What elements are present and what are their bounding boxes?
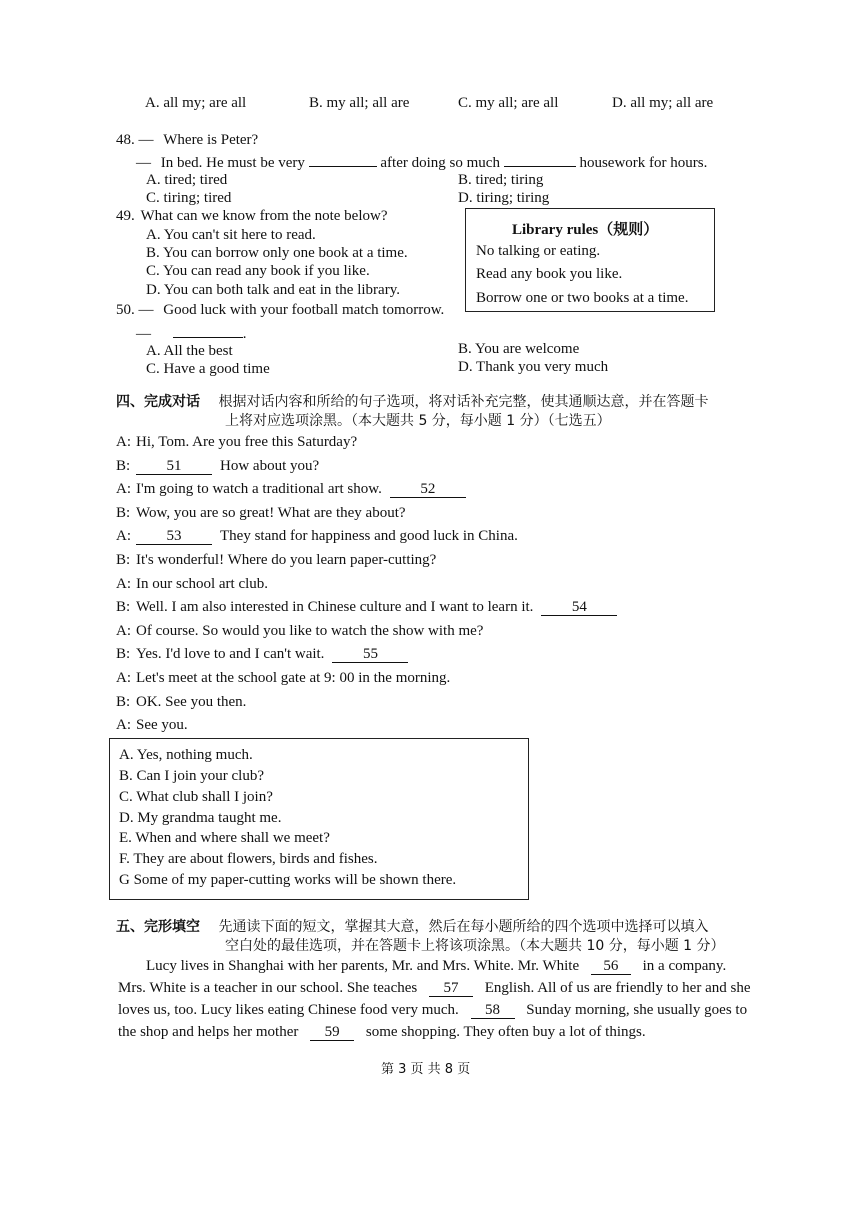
- q49-question: What can we know from the note below?: [140, 208, 388, 224]
- speaker-label: B:: [116, 599, 131, 615]
- blank-54: 54: [541, 599, 617, 616]
- dialogue-choices-box: [109, 738, 529, 900]
- dialogue-line: [116, 694, 246, 711]
- q48-option-b: B. tired; tiring: [458, 172, 544, 188]
- dialogue-line: [116, 646, 414, 663]
- speaker-label: A:: [116, 670, 131, 686]
- section-title: 四、完成对话: [116, 394, 200, 410]
- speaker-label: A:: [116, 434, 131, 450]
- q50-blank: [173, 323, 243, 338]
- dialogue-text: Wow, you are so great! What are they about?: [136, 505, 406, 521]
- blank-52: 52: [390, 481, 466, 498]
- q47-option-c: C. my all; are all: [458, 95, 559, 111]
- q49-option-d: D. You can both talk and eat in the library.: [146, 282, 400, 298]
- dialogue-line: [116, 434, 357, 451]
- q48-option-d: D. tiring; tiring: [458, 190, 550, 206]
- dialogue-text: See you.: [136, 717, 188, 733]
- dash: —: [136, 155, 151, 171]
- speaker-label: A:: [116, 481, 131, 497]
- dialogue-text: Of course. So would you like to watch the show with me?: [136, 623, 484, 639]
- passage-line-1: [146, 958, 726, 975]
- passage-text: Mrs. White is a teacher in our school. She teaches: [118, 980, 418, 996]
- blank-58: 58: [471, 1002, 515, 1019]
- dash: —: [136, 326, 151, 342]
- choice-option: F. They are about flowers, birds and fishes.: [119, 851, 378, 867]
- dialogue-line: [116, 623, 483, 640]
- q48-blank-2: [504, 152, 576, 167]
- passage-text: loves us, too. Lucy likes eating Chinese food very much.: [118, 1002, 459, 1018]
- speaker-label: B:: [116, 505, 131, 521]
- dialogue-text: Hi, Tom. Are you free this Saturday?: [136, 434, 358, 450]
- dialogue-text: Let's meet at the school gate at 9: 00 in the morning.: [136, 670, 451, 686]
- dialogue-text: How about you?: [220, 458, 320, 474]
- dialogue-text: Well. I am also interested in Chinese culture and I want to learn it.: [136, 599, 534, 615]
- dialogue-line: [116, 458, 319, 475]
- dialogue-line: [116, 481, 472, 498]
- q50-option-d: D. Thank you very much: [458, 359, 609, 375]
- q47-option-a: A. all my; are all: [145, 95, 247, 111]
- q50-option-a: A. All the best: [146, 343, 233, 359]
- section-5-header: [116, 916, 708, 936]
- blank-59: 59: [310, 1024, 354, 1041]
- section-instruction: 先通读下面的短文，掌握其大意，然后在每小题所给的四个选项中选择可以填入: [218, 919, 709, 935]
- passage-text: some shopping. They often buy a lot of things.: [365, 1024, 646, 1040]
- passage-text: Sunday morning, she usually goes to: [526, 1002, 748, 1018]
- dialogue-text: It's wonderful! Where do you learn paper-cutting?: [136, 552, 437, 568]
- speaker-label: A:: [116, 623, 131, 639]
- q50-line1: [116, 302, 444, 319]
- section-instruction-line2: 上将对应选项涂黑。（本大题共 5 分，每小题 1 分）（七选五）: [225, 413, 611, 429]
- q50-line2: [136, 323, 247, 343]
- dialogue-line: [116, 599, 623, 616]
- dialogue-line: [116, 576, 268, 593]
- dialogue-text: In our school art club.: [136, 576, 269, 592]
- dialogue-line: [116, 528, 518, 545]
- dialogue-line: [116, 552, 436, 569]
- choice-option: B. Can I join your club?: [119, 768, 264, 784]
- dialogue-text: I'm going to watch a traditional art show.: [136, 481, 382, 497]
- choice-option: C. What club shall I join?: [119, 789, 273, 805]
- dialogue-line: [116, 670, 450, 687]
- passage-text: in a company.: [642, 958, 727, 974]
- choice-option: A. Yes, nothing much.: [119, 747, 253, 763]
- dash: —: [138, 132, 154, 148]
- blank-57: 57: [429, 980, 473, 997]
- q47-option-b: B. my all; all are: [309, 95, 410, 111]
- speaker-label: A:: [116, 717, 131, 733]
- question-number: 48.: [116, 132, 135, 148]
- blank-56: 56: [591, 958, 631, 975]
- passage-text: the shop and helps her mother: [118, 1024, 299, 1040]
- section-instruction: 根据对话内容和所给的句子选项，将对话补充完整，使其通顺达意，并在答题卡: [218, 394, 709, 410]
- speaker-label: A:: [116, 528, 131, 544]
- choice-option: E. When and where shall we meet?: [119, 830, 330, 846]
- speaker-label: B:: [116, 646, 131, 662]
- dialogue-text: Yes. I'd love to and I can't wait.: [136, 646, 325, 662]
- q48-option-a: A. tired; tired: [146, 172, 228, 188]
- dash: —: [138, 302, 154, 318]
- passage-line-4: [118, 1024, 646, 1041]
- dialogue-text: OK. See you then.: [136, 694, 247, 710]
- q50-question: Good luck with your football match tomorrow.: [163, 302, 445, 318]
- q49-question-line: [116, 208, 388, 225]
- blank-55: 55: [332, 646, 408, 663]
- library-rules-note: [465, 208, 715, 312]
- note-line: Borrow one or two books at a time.: [476, 290, 689, 306]
- q47-option-d: D. all my; all are: [612, 95, 714, 111]
- page-footer: 第 3 页 共 8 页: [381, 1062, 471, 1077]
- question-number: 50.: [116, 302, 135, 318]
- q50-option-b: B. You are welcome: [458, 341, 580, 357]
- note-line: No talking or eating.: [476, 243, 601, 259]
- period: .: [242, 326, 247, 342]
- section-4-header: [116, 391, 708, 411]
- q48-question: Where is Peter?: [163, 132, 259, 148]
- question-number: 49.: [116, 208, 135, 224]
- speaker-label: B:: [116, 694, 131, 710]
- section-title: 五、完形填空: [116, 919, 200, 935]
- dialogue-line: [116, 505, 406, 522]
- passage-line-3: [118, 1002, 747, 1019]
- speaker-label: A:: [116, 576, 131, 592]
- speaker-label: B:: [116, 552, 131, 568]
- speaker-label: B:: [116, 458, 131, 474]
- q48-option-c: C. tiring; tired: [146, 190, 232, 206]
- q49-option-b: B. You can borrow only one book at a time.: [146, 245, 408, 261]
- q48-line1: [116, 132, 258, 149]
- passage-text: English. All of us are friendly to her and she: [484, 980, 751, 996]
- blank-53: 53: [136, 528, 212, 545]
- dialogue-line: [116, 717, 188, 734]
- q48-answer-part3: housework for hours.: [579, 155, 708, 171]
- q49-option-c: C. You can read any book if you like.: [146, 263, 370, 279]
- dialogue-text: They stand for happiness and good luck in China.: [220, 528, 518, 544]
- q48-line2: [136, 152, 707, 172]
- q48-answer-part2: after doing so much: [380, 155, 500, 171]
- q50-option-c: C. Have a good time: [146, 361, 270, 377]
- q48-blank-1: [309, 152, 377, 167]
- q49-option-a: A. You can't sit here to read.: [146, 227, 316, 243]
- choice-option: G Some of my paper-cutting works will be shown there.: [119, 872, 457, 888]
- note-line: Read any book you like.: [476, 266, 623, 282]
- section-instruction-line2: 空白处的最佳选项，并在答题卡上将该项涂黑。（本大题共 10 分，每小题 1 分）: [225, 938, 725, 954]
- passage-line-2: [118, 980, 751, 997]
- passage-text: Lucy lives in Shanghai with her parents, Mr. and Mrs. White. Mr. White: [146, 958, 580, 974]
- note-title: Library rules（规则）: [512, 222, 659, 238]
- choice-option: D. My grandma taught me.: [119, 810, 282, 826]
- q48-answer-part1: In bed. He must be very: [160, 155, 305, 171]
- blank-51: 51: [136, 458, 212, 475]
